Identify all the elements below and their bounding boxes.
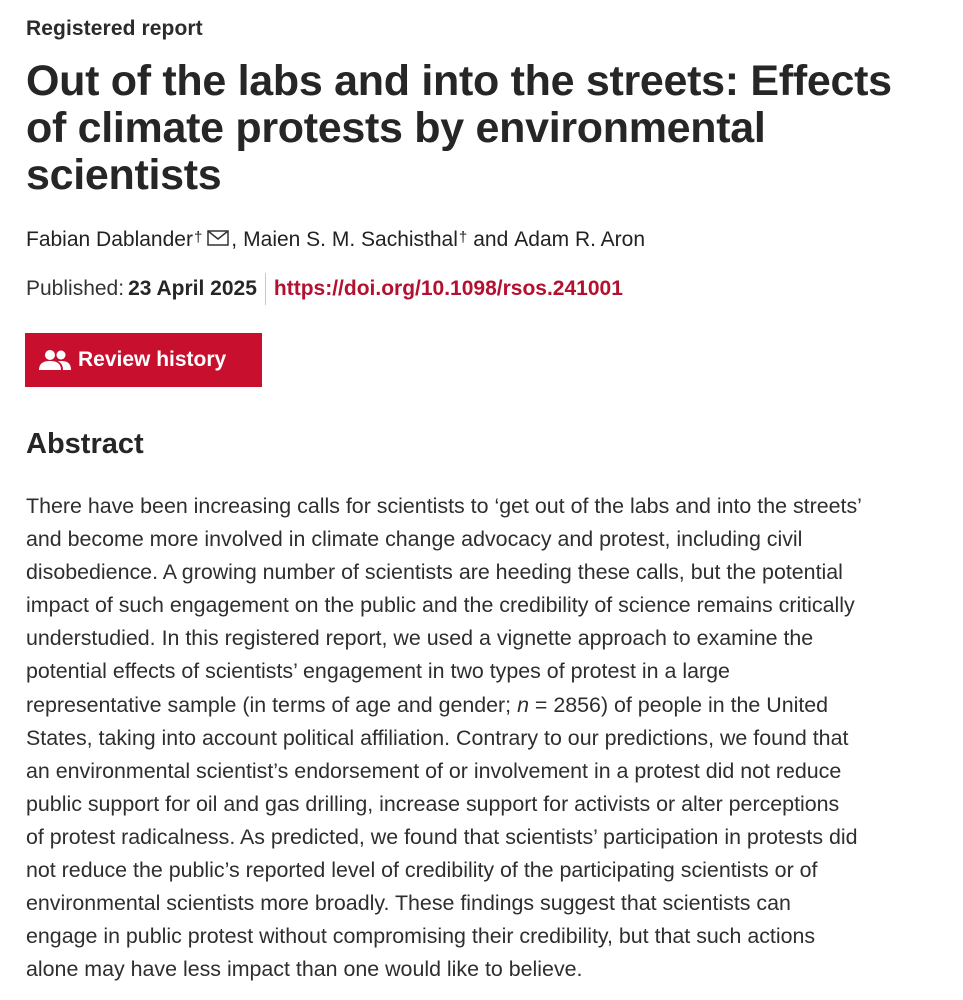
abstract-line-part: = 2856) of people in the United	[528, 692, 829, 717]
review-history-button[interactable]	[25, 333, 262, 387]
author-name[interactable]: Adam R. Aron	[514, 228, 646, 251]
article-type: Registered report	[26, 17, 203, 40]
abstract-line: disobedience. A growing number of scientists are heeding these calls, but the potential	[26, 560, 843, 585]
abstract-line: alone may have less impact than one would like to believe.	[26, 957, 583, 982]
published-date: 23 April 2025	[128, 273, 266, 305]
abstract-line: potential effects of scientists’ engagement in two types of protest in a large	[26, 659, 730, 684]
mail-icon[interactable]	[207, 230, 229, 246]
abstract-line: understudied. In this registered report, we used a vignette approach to examine the	[26, 626, 814, 651]
author-separator: ,	[231, 228, 238, 251]
abstract-line: of protest radicalness. As predicted, we found that scientists’ participation in protests did	[26, 824, 858, 849]
sample-size-symbol: n	[517, 692, 529, 717]
author-name[interactable]: Maien S. M. Sachisthal	[243, 228, 458, 251]
abstract-heading: Abstract	[26, 428, 144, 460]
author-list	[26, 228, 645, 252]
abstract-line-part: representative sample (in terms of age and gender;	[26, 692, 518, 717]
article-title: Out of the labs and into the streets: Effects of climate protests by environmental scientists	[26, 57, 892, 199]
abstract-line: and become more involved in climate change advocacy and protest, including civil	[26, 527, 803, 552]
author-connector: and	[473, 228, 509, 251]
doi-link[interactable]: https://doi.org/10.1098/rsos.241001	[273, 277, 623, 300]
abstract-line: environmental scientists more broadly. These findings suggest that scientists can	[26, 891, 791, 916]
author-name[interactable]: Fabian Dablander	[26, 228, 193, 251]
equal-contribution-mark: †	[193, 228, 203, 246]
abstract-line: There have been increasing calls for scientists to ‘get out of the labs and into the streets’	[26, 494, 862, 518]
abstract-line: engage in public protest without compromising their credibility, but that such actions	[26, 924, 816, 949]
abstract-line: not reduce the public’s reported level of credibility of the participating scientists or of	[26, 858, 818, 883]
publication-info	[26, 273, 623, 305]
abstract-line	[26, 689, 956, 722]
abstract-body	[26, 490, 956, 986]
abstract-line: States, taking into account political affiliation. Contrary to our predictions, we found that	[26, 725, 849, 750]
people-icon	[38, 349, 72, 371]
published-label: Published:	[26, 277, 125, 300]
abstract-line: impact of such engagement on the public and the credibility of science remains critically	[26, 593, 855, 618]
abstract-line: public support for oil and gas drilling, increase support for activists or alter perceptions	[26, 791, 840, 816]
abstract-line: an environmental scientist’s endorsement of or involvement in a protest did not reduce	[26, 758, 842, 783]
equal-contribution-mark: †	[458, 228, 468, 246]
review-history-label: Review history	[78, 348, 227, 371]
